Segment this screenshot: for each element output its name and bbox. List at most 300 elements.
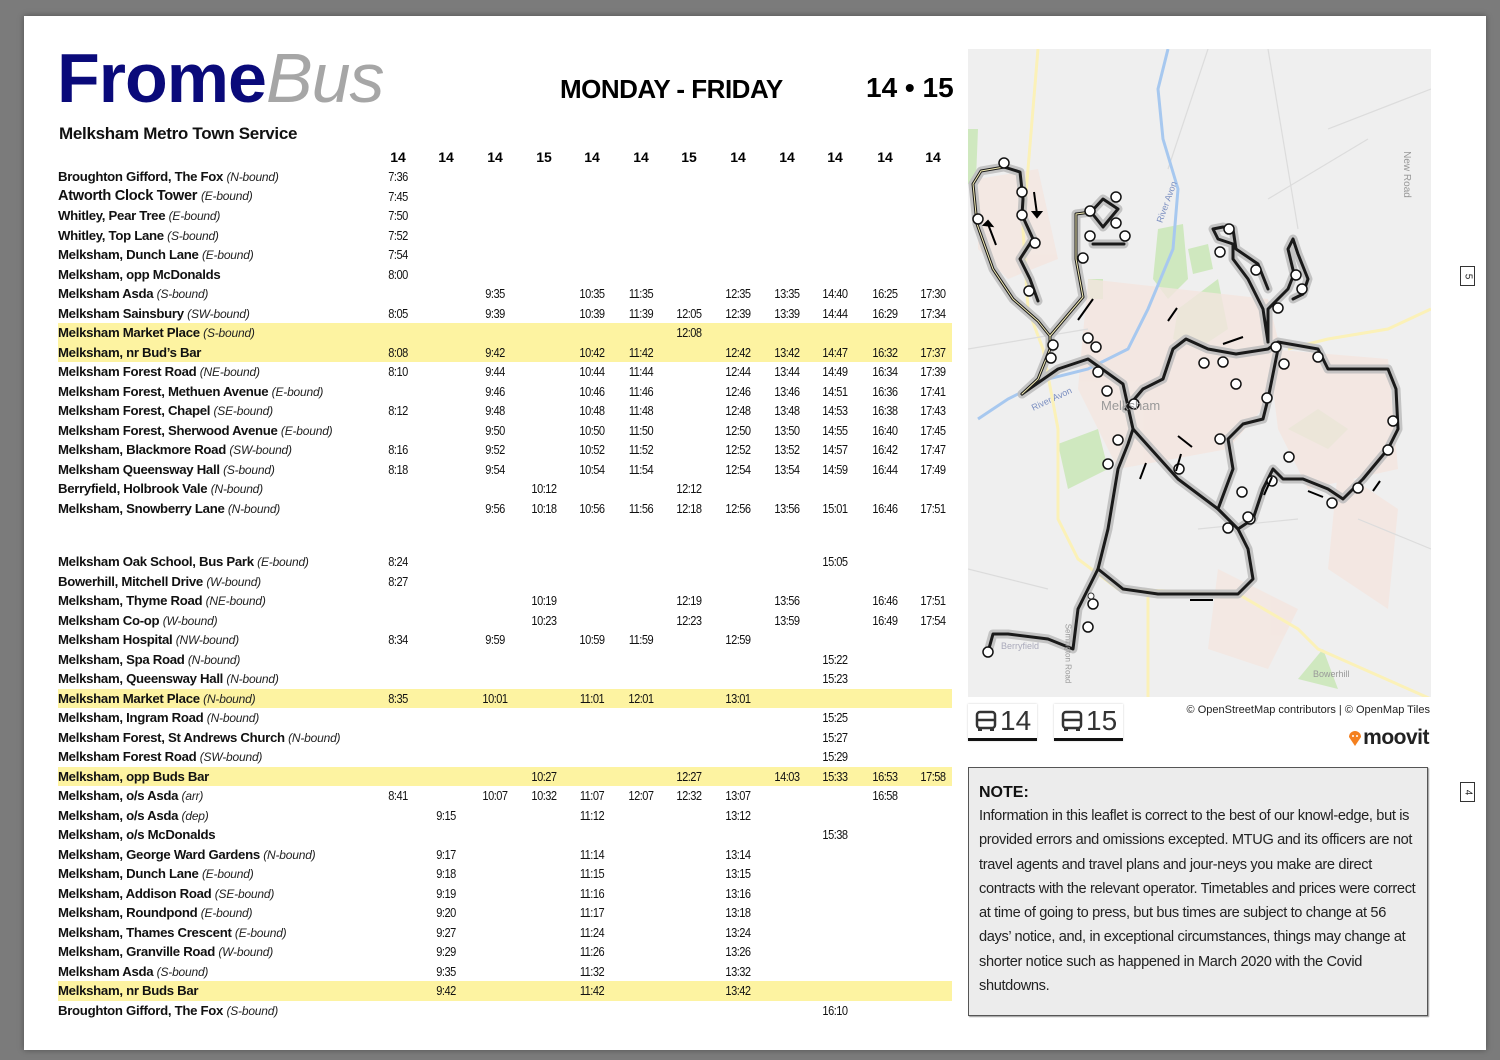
departure-time: 9:46 <box>485 383 505 399</box>
timetable-row <box>58 552 952 572</box>
departure-time: 14:40 <box>822 286 848 301</box>
route-header-cell: 14 <box>877 149 893 165</box>
stop-direction: (S-bound) <box>156 964 209 979</box>
departure-time: 10:07 <box>482 788 508 803</box>
stop-name <box>58 167 279 188</box>
map-label-semington-road: Semington Road <box>1063 623 1073 684</box>
departure-time: 11:14 <box>579 846 605 862</box>
departure-time: 10:46 <box>579 383 605 399</box>
departure-time: 10:59 <box>579 632 605 647</box>
stop-name <box>58 479 263 500</box>
timetable-row <box>58 401 952 421</box>
departure-time: 17:51 <box>920 500 946 516</box>
stop-label: Melksham, o/s McDonalds <box>58 827 216 842</box>
timetable-row-highlighted <box>58 689 952 709</box>
stop-name <box>58 786 203 807</box>
departure-time: 13:32 <box>725 963 751 979</box>
departure-time: 11:59 <box>628 632 654 647</box>
departure-time: 16:36 <box>872 383 898 399</box>
note-body: Information in this leaflet is correct to the best of our knowl-edge, but is provided errors and omissions excepted. MTUG and its officers are not travel agents and travel plans and jour-neys you make are direct contracts with the relevant operator. Timetables and prices were correct at time of going to press, but bus times are subject to change at 56 days’ notice, and, in exceptional circumstances, things may change at shorter notice such as happened in March 2020 with the Covid shutdowns. <box>979 808 1416 995</box>
stop-label: Melksham Asda <box>58 286 154 301</box>
departure-time: 17:37 <box>920 344 946 360</box>
stop-name <box>58 611 217 632</box>
stop-direction: (E-bound) <box>168 209 221 223</box>
stop-direction: (W-bound) <box>218 945 274 959</box>
stop-label: Melksham, nr Bud’s Bar <box>58 344 202 360</box>
stop-label: Whitley, Pear Tree <box>58 208 166 223</box>
stop-name <box>58 187 253 207</box>
departure-time: 14:59 <box>822 461 848 477</box>
stop-direction: (SW-bound) <box>187 306 250 321</box>
departure-time: 14:03 <box>774 768 800 784</box>
route-header-cell: 14 <box>730 149 746 165</box>
departure-time: 11:01 <box>579 690 605 706</box>
timetable-row <box>58 440 952 460</box>
route-map[interactable] <box>968 49 1431 697</box>
bus-icon <box>974 709 998 733</box>
timetable-row <box>58 265 952 285</box>
departure-time: 10:56 <box>579 500 605 516</box>
stop-direction: (dep) <box>181 808 209 823</box>
departure-time: 16:32 <box>872 344 898 360</box>
stop-direction: (N-bound) <box>203 691 256 706</box>
route-header-cell: 14 <box>779 149 795 165</box>
stop-name <box>58 401 273 422</box>
departure-time: 11:39 <box>628 305 654 321</box>
departure-time: 14:55 <box>822 422 848 438</box>
departure-time: 17:54 <box>920 612 946 628</box>
route-badge-14[interactable] <box>968 704 1037 741</box>
leaflet-page <box>24 16 1486 1050</box>
timetable-row-highlighted <box>58 343 952 363</box>
departure-time: 10:35 <box>579 286 605 301</box>
stop-label: Melksham Forest Road <box>58 749 197 764</box>
days-heading: MONDAY - FRIDAY <box>560 74 783 104</box>
departure-time: 17:45 <box>920 422 946 438</box>
stop-name <box>58 942 273 963</box>
departure-time: 16:34 <box>872 364 898 379</box>
timetable-row <box>58 669 952 689</box>
stop-direction: (E-bound) <box>271 384 324 399</box>
departure-time: 11:15 <box>579 866 605 881</box>
stop-direction: (S-bound) <box>226 1003 279 1018</box>
departure-time: 12:18 <box>676 500 702 516</box>
departure-time: 9:20 <box>436 905 456 920</box>
departure-time: 9:42 <box>485 344 505 360</box>
timetable-row <box>58 479 952 499</box>
map-label-river-avon-1: River Avon <box>1154 179 1179 225</box>
departure-time: 17:43 <box>920 403 946 418</box>
stop-label: Melksham, o/s Asda <box>58 788 182 803</box>
departure-time: 9:42 <box>436 983 456 998</box>
note-box <box>968 767 1428 1016</box>
timetable-row <box>58 923 952 943</box>
stop-name <box>58 206 220 227</box>
stop-label: Melksham Market Place <box>58 325 200 340</box>
departure-time: 9:44 <box>485 364 505 379</box>
stop-name <box>58 421 332 442</box>
departure-time: 12:01 <box>628 690 654 706</box>
departure-time: 10:19 <box>531 593 557 608</box>
timetable-row <box>58 362 952 382</box>
timetable-row <box>58 382 952 402</box>
stop-name <box>58 708 259 729</box>
stop-direction: (E-bound) <box>200 188 253 203</box>
stop-name <box>58 245 254 266</box>
stop-name <box>58 572 261 593</box>
departure-time: 7:54 <box>388 247 408 262</box>
stop-name <box>58 650 240 671</box>
stop-direction: (N-bound) <box>263 847 316 862</box>
departure-time: 8:16 <box>388 442 408 457</box>
departure-time: 12:42 <box>725 344 751 360</box>
moovit-text: moovit <box>1363 726 1429 749</box>
stop-direction: (E-bound) <box>257 555 309 569</box>
departure-time: 13:15 <box>725 866 751 881</box>
departure-time: 12:05 <box>676 305 702 321</box>
timetable-row <box>58 460 952 480</box>
stop-label: Melksham, opp Buds Bar <box>58 768 209 784</box>
stop-name <box>58 747 262 768</box>
stop-label: Melksham, opp McDonalds <box>58 266 221 282</box>
stop-direction: (E-bound) <box>280 423 333 438</box>
route-header-cell: 14 <box>925 149 941 165</box>
departure-time: 11:54 <box>628 461 654 477</box>
timetable-row <box>58 845 952 865</box>
departure-time: 13:01 <box>725 690 751 706</box>
departure-time: 8:27 <box>388 573 408 589</box>
departure-time: 9:39 <box>485 305 505 321</box>
stop-name <box>58 499 280 520</box>
stop-name <box>58 591 266 612</box>
departure-time: 13:16 <box>725 885 751 901</box>
timetable-row <box>58 825 952 845</box>
stop-direction: (N-bound) <box>206 711 260 725</box>
departure-time: 17:47 <box>920 442 946 457</box>
route-badges <box>968 704 1158 744</box>
stop-direction: (W-bound) <box>206 574 261 589</box>
stop-name <box>58 304 250 325</box>
departure-time: 8:10 <box>388 364 408 379</box>
departure-time: 14:51 <box>822 383 848 399</box>
departure-time: 15:05 <box>822 554 848 569</box>
route-header-cell: 14 <box>438 149 454 165</box>
stop-label: Melksham Hospital <box>58 632 173 647</box>
stop-label: Melksham Market Place <box>58 690 200 706</box>
timetable-row <box>58 786 952 806</box>
moovit-logo <box>1348 726 1429 750</box>
stop-label: Melksham Queensway Hall <box>58 461 220 477</box>
stop-name <box>58 767 209 787</box>
departure-time: 10:50 <box>579 422 605 438</box>
stop-label: Melksham, nr Buds Bar <box>58 983 199 998</box>
departure-time: 12:32 <box>676 788 702 803</box>
map-label-new-road: New Road <box>1400 151 1412 198</box>
stop-name <box>58 864 254 885</box>
stop-label: Melksham Co-op <box>58 612 160 628</box>
stop-direction: (N-bound) <box>187 652 241 667</box>
stop-direction: (N-bound) <box>226 672 279 686</box>
departure-time: 12:52 <box>725 442 751 457</box>
timetable-row <box>58 304 952 324</box>
stop-label: Melksham, o/s Asda <box>58 807 179 823</box>
departure-time: 16:25 <box>872 286 898 301</box>
departure-time: 11:48 <box>628 403 654 418</box>
departure-time: 17:30 <box>920 286 946 301</box>
departure-time: 13:14 <box>725 846 751 862</box>
departure-time: 14:44 <box>822 305 848 321</box>
departure-time: 15:33 <box>822 768 848 784</box>
departure-time: 14:57 <box>822 442 848 457</box>
departure-time: 16:29 <box>872 305 898 321</box>
stop-label: Bowerhill, Mitchell Drive <box>58 573 203 589</box>
departure-time: 11:35 <box>628 286 654 301</box>
route-badge-15[interactable] <box>1054 704 1123 741</box>
timetable-row <box>58 187 952 207</box>
map-label-river-avon-2: River Avon <box>1029 385 1074 413</box>
departure-time: 17:51 <box>920 593 946 608</box>
stop-label: Melksham, Snowberry Lane <box>58 500 225 516</box>
departure-time: 16:53 <box>872 768 898 784</box>
departure-time: 13:42 <box>725 983 751 998</box>
timetable-row <box>58 708 952 728</box>
departure-time: 16:58 <box>872 788 898 803</box>
map-canvas <box>968 49 1431 697</box>
stop-name <box>58 962 208 983</box>
stop-name <box>58 630 239 651</box>
map-label-bowerhill: Bowerhill <box>1313 669 1350 679</box>
timetable-row <box>58 884 952 904</box>
stop-label: Melksham, Addison Road <box>58 885 212 901</box>
stop-direction: (S-bound) <box>167 228 219 243</box>
stop-label: Melksham, Dunch Lane <box>58 866 199 881</box>
departure-time: 9:15 <box>436 807 456 823</box>
stop-label: Berryfield, Holbrook Vale <box>58 481 208 496</box>
departure-time: 12:08 <box>676 325 702 340</box>
stop-direction: (E-bound) <box>234 925 287 940</box>
departure-time: 10:23 <box>531 612 557 628</box>
departure-time: 10:27 <box>531 768 557 784</box>
stop-name <box>58 903 252 924</box>
route-header-cell: 14 <box>584 149 600 165</box>
departure-time: 14:47 <box>822 344 848 360</box>
departure-time: 10:54 <box>579 461 605 477</box>
departure-time: 8:18 <box>388 461 408 477</box>
timetable <box>58 147 952 1020</box>
departure-time: 11:52 <box>628 442 654 457</box>
route-header-cell: 14 <box>633 149 649 165</box>
departure-time: 12:56 <box>725 500 751 516</box>
departure-time: 13:46 <box>774 383 800 399</box>
stop-label: Melksham Sainsbury <box>58 305 184 321</box>
timetable-row <box>58 630 952 650</box>
departure-time: 11:42 <box>579 983 605 998</box>
timetable-row-highlighted <box>58 981 952 1001</box>
timetable-row <box>58 226 952 246</box>
stop-direction: (S-bound) <box>203 326 255 340</box>
departure-time: 11:42 <box>628 344 654 360</box>
departure-time: 8:41 <box>388 788 408 803</box>
departure-time: 12:39 <box>725 305 751 321</box>
departure-time: 11:17 <box>579 905 605 920</box>
frome-bus-logo <box>57 38 487 118</box>
departure-time: 11:12 <box>579 807 605 823</box>
departure-time: 8:35 <box>388 690 408 706</box>
departure-time: 12:12 <box>676 481 702 496</box>
route-header-cell: 14 <box>487 149 503 165</box>
departure-time: 12:50 <box>725 422 751 438</box>
departure-time: 9:35 <box>485 286 505 301</box>
logo-bus: Bus <box>265 39 384 117</box>
timetable-row <box>58 747 952 767</box>
note-title: NOTE: <box>979 784 1029 801</box>
departure-time: 10:52 <box>579 442 605 457</box>
departure-time: 10:12 <box>531 481 557 496</box>
departure-time: 11:44 <box>628 364 654 379</box>
departure-time: 12:44 <box>725 364 751 379</box>
departure-time: 7:45 <box>388 188 408 204</box>
departure-time: 9:35 <box>436 963 456 979</box>
departure-time: 12:46 <box>725 383 751 399</box>
departure-time: 12:19 <box>676 593 702 608</box>
departure-time: 10:32 <box>531 788 557 803</box>
stop-name <box>58 323 255 344</box>
departure-time: 15:38 <box>822 827 848 842</box>
stop-direction: (N-bound) <box>288 730 341 745</box>
route-header-cell: 15 <box>536 149 552 165</box>
stop-name <box>58 884 274 905</box>
departure-time: 13:18 <box>725 905 751 920</box>
section-gap <box>58 518 952 552</box>
stop-name <box>58 362 260 383</box>
stop-direction: (N-bound) <box>210 482 263 496</box>
stop-label: Melksham, Queensway Hall <box>58 671 224 686</box>
timetable-row-highlighted <box>58 767 952 787</box>
bus-icon <box>1060 709 1084 733</box>
timetable-row <box>58 728 952 748</box>
departure-time: 16:42 <box>872 442 898 457</box>
departure-time: 12:35 <box>725 286 751 301</box>
stop-direction: (N-bound) <box>227 501 281 516</box>
stop-label: Melksham, Spa Road <box>58 651 185 667</box>
departure-time: 13:24 <box>725 924 751 940</box>
stop-direction: (S-bound) <box>223 462 275 477</box>
route-header-row <box>58 147 952 167</box>
stop-name <box>58 728 340 749</box>
departure-time: 9:59 <box>485 632 505 647</box>
stop-direction: (arr) <box>181 789 204 803</box>
stop-name <box>58 343 201 363</box>
map-attribution[interactable]: © OpenStreetMap contributors | © OpenMap Tiles <box>1186 704 1430 716</box>
stop-label: Atworth Clock Tower <box>58 187 198 204</box>
stop-label: Melksham, Thames Crescent <box>58 924 232 940</box>
departure-time: 11:46 <box>628 383 654 399</box>
stop-name <box>58 689 255 710</box>
departure-time: 15:29 <box>822 749 848 764</box>
timetable-row <box>58 650 952 670</box>
departure-time: 9:50 <box>485 422 505 438</box>
departure-time: 11:26 <box>579 944 605 959</box>
stop-label: Melksham Oak School, Bus Park <box>58 554 254 569</box>
departure-time: 17:41 <box>920 383 946 399</box>
stop-name <box>58 1001 278 1022</box>
route-header-cell: 15 <box>681 149 697 165</box>
stop-direction: (SW-bound) <box>199 750 263 764</box>
departure-time: 7:36 <box>388 169 408 184</box>
timetable-row-highlighted <box>58 323 952 343</box>
route-header-cell: 14 <box>827 149 843 165</box>
route-badge-label: 14 <box>1000 705 1032 736</box>
departure-time: 10:44 <box>579 364 605 379</box>
stop-name <box>58 284 208 305</box>
timetable-row <box>58 421 952 441</box>
route-badge-label: 15 <box>1086 705 1118 736</box>
departure-time: 12:48 <box>725 403 751 418</box>
stop-label: Melksham, Roundpond <box>58 905 198 920</box>
timetable-row <box>58 572 952 592</box>
map-label-berryfield: Berryfield <box>1001 641 1040 651</box>
departure-time: 11:07 <box>579 788 605 803</box>
departure-time: 12:07 <box>628 788 654 803</box>
stop-label: Melksham, Blackmore Road <box>58 442 226 457</box>
stop-label: Melksham Forest, Methuen Avenue <box>58 383 269 399</box>
departure-time: 9:56 <box>485 500 505 516</box>
stop-name <box>58 981 198 1001</box>
departure-time: 11:50 <box>628 422 654 438</box>
stop-direction: (NW-bound) <box>175 633 239 647</box>
page-marker-4: 4 <box>1460 782 1475 802</box>
stop-label: Melksham, Granville Road <box>58 944 215 959</box>
stop-direction: (E-bound) <box>200 906 253 920</box>
departure-time: 16:38 <box>872 403 898 418</box>
timetable-row <box>58 245 952 265</box>
departure-time: 10:42 <box>579 344 605 360</box>
stop-label: Melksham, Ingram Road <box>58 710 204 725</box>
stop-direction: (SW-bound) <box>229 443 292 457</box>
stop-direction: (SE-bound) <box>213 404 273 418</box>
moovit-pin-icon <box>1348 730 1362 746</box>
timetable-row <box>58 611 952 631</box>
departure-time: 16:46 <box>872 593 898 608</box>
map-label-melksham: Melksham <box>1101 398 1161 413</box>
stop-label: Melksham, George Ward Gardens <box>58 846 260 862</box>
stop-direction: (N-bound) <box>226 170 279 184</box>
stop-name <box>58 265 220 285</box>
stop-label: Whitley, Top Lane <box>58 227 164 243</box>
departure-time: 15:23 <box>822 671 848 686</box>
departure-time: 9:29 <box>436 944 456 959</box>
departure-time: 8:24 <box>388 554 408 569</box>
stop-label: Broughton Gifford, The Fox <box>58 169 224 184</box>
departure-time: 16:10 <box>822 1002 848 1018</box>
departure-time: 13:50 <box>774 422 800 438</box>
stop-name <box>58 552 309 573</box>
stop-label: Melksham Forest Road <box>58 364 197 379</box>
stop-direction: (NE-bound) <box>199 365 260 379</box>
departure-time: 14:53 <box>822 403 848 418</box>
stop-name <box>58 845 315 866</box>
departure-time: 13:12 <box>725 807 751 823</box>
departure-time: 13:42 <box>774 344 800 360</box>
service-subtitle: Melksham Metro Town Service <box>59 124 298 143</box>
departure-time: 15:25 <box>822 710 848 725</box>
timetable-row <box>58 1001 952 1021</box>
departure-time: 17:39 <box>920 364 946 379</box>
route-header-cell: 14 <box>390 149 406 165</box>
stop-label: Melksham, Thyme Road <box>58 593 203 608</box>
routes-heading: 14 • 15 <box>866 72 954 103</box>
timetable-row <box>58 284 952 304</box>
